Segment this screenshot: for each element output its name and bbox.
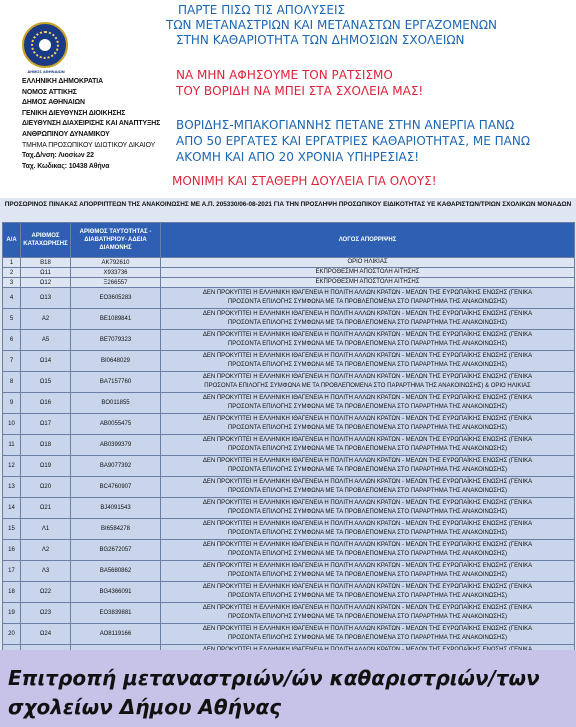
- reason-line: ΠΡΟΣΟΝΤΑ ΕΠΙΛΟΓΗΣ ΣΥΜΦΩΝΑ ΜΕ ΤΑ ΠΡΟΒΛΕΠΟΜΕΝΑ ΣΤΟ ΠΑΡΑΡΤΗΜΑ ΤΗΣ ΑΝΑΚΟΙΝΩΣΗΣ): [227, 551, 508, 557]
- cell-number: 17: [3, 561, 21, 582]
- cell-number: 10: [3, 414, 21, 435]
- cell-rejection-reason: [161, 624, 575, 645]
- message-line: ΝΑ ΜΗΝ ΑΦΗΣΟΥΜΕ ΤΟΝ ΡΑΤΣΙΣΜΟ: [176, 68, 393, 82]
- cell-id-number: ΒJ4091543: [71, 498, 161, 519]
- message-line: ΜΟΝΙΜΗ ΚΑΙ ΣΤΑΘΕΡΗ ΔΟΥΛΕΙΑ ΓΙΑ ΟΛΟΥΣ!: [172, 174, 437, 188]
- seal-core: [39, 39, 51, 51]
- org-postcode: Ταχ. Κωδικας: 10438 Αθήνα: [22, 162, 110, 170]
- cell-rejection-reason: [161, 498, 575, 519]
- org-line: ΝΟΜΟΣ ΑΤΤΙΚΗΣ: [22, 88, 77, 96]
- reason-line: ΔΕΝ ΠΡΟΚΥΠΤΕΙ Η ΕΛΛΗΝΙΚΗ ΙΘΑΓΕΝΕΙΑ Η ΠΟΛΙΤΗ ΑΛΛΩΝ ΚΡΑΤΩΝ - ΜΕΛΩΝ ΤΗΣ ΕΥΡΩΠΑΪΚΗΣ ΕΝΩΣΗΣ (ΓΕΝΙΚΑ: [202, 542, 533, 548]
- cell-id-number: ΒΕ1089841: [71, 309, 161, 330]
- cell-application-number: Ω21: [21, 498, 71, 519]
- org-line: ΔΗΜΟΣ ΑΘΗΝΑΙΩΝ: [22, 99, 85, 107]
- cell-id-number: ΒG2672057: [71, 540, 161, 561]
- org-line: ΤΜΗΜΑ ΠΡΟΣΩΠΙΚΟΥ ΙΔΙΩΤΙΚΟΥ ΔΙΚΑΙΟΥ: [22, 141, 156, 149]
- table-row: [3, 477, 575, 498]
- cell-number: 8: [3, 372, 21, 393]
- cell-id-number: ΑΒ0055475: [71, 414, 161, 435]
- cell-id-number: ΒΟ011855: [71, 393, 161, 414]
- committee-banner: [0, 650, 576, 727]
- table-row: [3, 268, 575, 278]
- cell-number: 1: [3, 258, 21, 268]
- table-row: [3, 330, 575, 351]
- cell-number: 12: [3, 456, 21, 477]
- cell-number: 13: [3, 477, 21, 498]
- cell-application-number: Λ1: [21, 519, 71, 540]
- cell-application-number: Ω13: [21, 288, 71, 309]
- cell-id-number: ΒΙ6584278: [71, 519, 161, 540]
- reason-line: ΔΕΝ ΠΡΟΚΥΠΤΕΙ Η ΕΛΛΗΝΙΚΗ ΙΘΑΓΕΝΕΙΑ Η ΠΟΛΙΤΗ ΑΛΛΩΝ ΚΡΑΤΩΝ - ΜΕΛΩΝ ΤΗΣ ΕΥΡΩΠΑΪΚΗΣ ΕΝΩΣΗΣ (ΓΕΝΙΚΑ: [202, 290, 533, 296]
- cell-number: 20: [3, 624, 21, 645]
- reason-line: ΟΡΙΟ ΗΛΙΚΙΑΣ: [347, 259, 388, 265]
- reason-line: ΔΕΝ ΠΡΟΚΥΠΤΕΙ Η ΕΛΛΗΝΙΚΗ ΙΘΑΓΕΝΕΙΑ Η ΠΟΛΙΤΗ ΑΛΛΩΝ ΚΡΑΤΩΝ - ΜΕΛΩΝ ΤΗΣ ΕΥΡΩΠΑΪΚΗΣ ΕΝΩΣΗΣ (ΓΕΝΙΚΑ: [202, 353, 533, 359]
- cell-rejection-reason: [161, 519, 575, 540]
- cell-id-number: Χ933736: [71, 268, 161, 278]
- cell-application-number: Ω17: [21, 414, 71, 435]
- reason-line: ΠΡΟΣΟΝΤΑ ΕΠΙΛΟΓΗΣ ΣΥΜΦΩΝΑ ΜΕ ΤΑ ΠΡΟΒΛΕΠΟΜΕΝΑ ΣΤΟ ΠΑΡΑΡΤΗΜΑ ΤΗΣ ΑΝΑΚΟΙΝΩΣΗΣ): [227, 635, 508, 641]
- reason-line: ΔΕΝ ΠΡΟΚΥΠΤΕΙ Η ΕΛΛΗΝΙΚΗ ΙΘΑΓΕΝΕΙΑ Η ΠΟΛΙΤΗ ΑΛΛΩΝ ΚΡΑΤΩΝ - ΜΕΛΩΝ ΤΗΣ ΕΥΡΩΠΑΪΚΗΣ ΕΝΩΣΗΣ (ΓΕΝΙΚΑ: [202, 563, 533, 569]
- reason-line: ΠΡΟΣΟΝΤΑ ΕΠΙΛΟΓΗΣ ΣΥΜΦΩΝΑ ΜΕ ΤΑ ΠΡΟΒΛΕΠΟΜΕΝΑ ΣΤΟ ΠΑΡΑΡΤΗΜΑ ΤΗΣ ΑΝΑΚΟΙΝΩΣΗΣ): [227, 362, 508, 368]
- message-line: ΑΠΟ 50 ΕΡΓΑΤΕΣ ΚΑΙ ΕΡΓΑΤΡΙΕΣ ΚΑΘΑΡΙΟΤΗΤΑΣ, ΜΕ ΠΑΝΩ: [176, 134, 531, 148]
- cell-number: 19: [3, 603, 21, 624]
- org-line: ΕΛΛΗΝΙΚΗ ΔΗΜΟΚΡΑΤΙΑ: [22, 78, 103, 85]
- org-line: ΓΕΝΙΚΗ ΔΙΕΥΘΥΝΣΗ ΔΙΟΙΚΗΣΗΣ: [22, 109, 126, 117]
- reason-line: ΔΕΝ ΠΡΟΚΥΠΤΕΙ Η ΕΛΛΗΝΙΚΗ ΙΘΑΓΕΝΕΙΑ Η ΠΟΛΙΤΗ ΑΛΛΩΝ ΚΡΑΤΩΝ - ΜΕΛΩΝ ΤΗΣ ΕΥΡΩΠΑΪΚΗΣ ΕΝΩΣΗΣ (ΓΕΝΙΚΑ: [202, 332, 533, 338]
- organization-block: [22, 77, 182, 172]
- cell-rejection-reason: [161, 456, 575, 477]
- table-row: [3, 309, 575, 330]
- reason-line: ΕΚΠΡΟΘΕΣΜΗ ΑΠΟΣΤΟΛΗ ΑΙΤΗΣΗΣ: [315, 279, 420, 285]
- reason-line: ΠΡΟΣΟΝΤΑ ΕΠΙΛΟΓΗΣ ΣΥΜΦΩΝΑ ΜΕ ΤΑ ΠΡΟΒΛΕΠΟΜΕΝΑ ΣΤΟ ΠΑΡΑΡΤΗΜΑ ΤΗΣ ΑΝΑΚΟΙΝΩΣΗΣ): [227, 572, 508, 578]
- reason-line: ΠΡΟΣΟΝΤΑ ΕΠΙΛΟΓΗΣ ΣΥΜΦΩΝΑ ΜΕ ΤΑ ΠΡΟΒΛΕΠΟΜΕΝΑ ΣΤΟ ΠΑΡΑΡΤΗΜΑ ΤΗΣ ΑΝΑΚΟΙΝΩΣΗΣ): [227, 425, 508, 431]
- message-line: ΒΟΡΙΔΗΣ-ΜΠΑΚΟΓΙΑΝΝΗΣ ΠΕΤΑΝΕ ΣΤΗΝ ΑΝΕΡΓΙΑ ΠΑΝΩ: [176, 118, 515, 132]
- cell-id-number: ΑΚ792610: [71, 258, 161, 268]
- cell-number: 18: [3, 582, 21, 603]
- cell-number: 6: [3, 330, 21, 351]
- reason-line: ΔΕΝ ΠΡΟΚΥΠΤΕΙ Η ΕΛΛΗΝΙΚΗ ΙΘΑΓΕΝΕΙΑ Η ΠΟΛΙΤΗ ΑΛΛΩΝ ΚΡΑΤΩΝ - ΜΕΛΩΝ ΤΗΣ ΕΥΡΩΠΑΪΚΗΣ ΕΝΩΣΗΣ (ΓΕΝΙΚΑ: [202, 437, 533, 443]
- cell-application-number: Ω11: [21, 268, 71, 278]
- reason-line: ΠΡΟΣΟΝΤΑ ΕΠΙΛΟΓΗΣ ΣΥΜΦΩΝΑ ΜΕ ΤΑ ΠΡΟΒΛΕΠΟΜΕΝΑ ΣΤΟ ΠΑΡΑΡΤΗΜΑ ΤΗΣ ΑΝΑΚΟΙΝΩΣΗΣ): [227, 530, 508, 536]
- header-area: [0, 0, 576, 198]
- cell-number: 4: [3, 288, 21, 309]
- cell-id-number: ΒΑ5680862: [71, 561, 161, 582]
- table-row: [3, 258, 575, 268]
- banner-line: Επιτροπή μεταναστριών/ών καθαριστριών/των: [8, 666, 540, 690]
- reason-line: ΔΕΝ ΠΡΟΚΥΠΤΕΙ Η ΕΛΛΗΝΙΚΗ ΙΘΑΓΕΝΕΙΑ Η ΠΟΛΙΤΗ ΑΛΛΩΝ ΚΡΑΤΩΝ - ΜΕΛΩΝ ΤΗΣ ΕΥΡΩΠΑΪΚΗΣ ΕΝΩΣΗΣ (ΓΕΝΙΚΑ: [202, 626, 533, 632]
- cell-rejection-reason: [161, 561, 575, 582]
- reason-line: ΔΕΝ ΠΡΟΚΥΠΤΕΙ Η ΕΛΛΗΝΙΚΗ ΙΘΑΓΕΝΕΙΑ Η ΠΟΛΙΤΗ ΑΛΛΩΝ ΚΡΑΤΩΝ - ΜΕΛΩΝ ΤΗΣ ΕΥΡΩΠΑΪΚΗΣ ΕΝΩΣΗΣ (ΓΕΝΙΚΑ: [202, 311, 533, 317]
- cell-id-number: ΕΟ3839881: [71, 603, 161, 624]
- cell-rejection-reason: [161, 540, 575, 561]
- table-row: [3, 519, 575, 540]
- reason-line: ΔΕΝ ΠΡΟΚΥΠΤΕΙ Η ΕΛΛΗΝΙΚΗ ΙΘΑΓΕΝΕΙΑ Η ΠΟΛΙΤΗ ΑΛΛΩΝ ΚΡΑΤΩΝ - ΜΕΛΩΝ ΤΗΣ ΕΥΡΩΠΑΪΚΗΣ ΕΝΩΣΗΣ (ΓΕΝΙΚΑ: [202, 374, 533, 380]
- cell-rejection-reason: [161, 268, 575, 278]
- message-line: ΑΚΟΜΗ ΚΑΙ ΑΠΟ 20 ΧΡΟΝΙΑ ΥΠΗΡΕΣΙΑΣ!: [176, 150, 420, 164]
- reason-line: ΠΡΟΣΟΝΤΑ ΕΠΙΛΟΓΗΣ ΣΥΜΦΩΝΑ ΜΕ ΤΑ ΠΡΟΒΛΕΠΟΜΕΝΑ ΣΤΟ ΠΑΡΑΡΤΗΜΑ ΤΗΣ ΑΝΑΚΟΙΝΩΣΗΣ): [227, 488, 508, 494]
- reason-line: ΔΕΝ ΠΡΟΚΥΠΤΕΙ Η ΕΛΛΗΝΙΚΗ ΙΘΑΓΕΝΕΙΑ Η ΠΟΛΙΤΗ ΑΛΛΩΝ ΚΡΑΤΩΝ - ΜΕΛΩΝ ΤΗΣ ΕΥΡΩΠΑΪΚΗΣ ΕΝΩΣΗΣ (ΓΕΝΙΚΑ: [202, 500, 533, 506]
- message-line: ΤΟΥ ΒΟΡΙΔΗ ΝΑ ΜΠΕΙ ΣΤΑ ΣΧΟΛΕΙΑ ΜΑΣ!: [176, 84, 424, 98]
- column-header-number: Α/Α: [3, 223, 21, 258]
- table-row: [3, 498, 575, 519]
- reason-line: ΔΕΝ ΠΡΟΚΥΠΤΕΙ Η ΕΛΛΗΝΙΚΗ ΙΘΑΓΕΝΕΙΑ Η ΠΟΛΙΤΗ ΑΛΛΩΝ ΚΡΑΤΩΝ - ΜΕΛΩΝ ΤΗΣ ΕΥΡΩΠΑΪΚΗΣ ΕΝΩΣΗΣ (ΓΕΝΙΚΑ: [202, 458, 533, 464]
- cell-application-number: Α5: [21, 330, 71, 351]
- org-line: ΑΝΘΡΩΠΙΝΟΥ ΔΥΝΑΜΙΚΟΥ: [22, 130, 110, 138]
- cell-number: 2: [3, 268, 21, 278]
- org-line: ΔΙΕΥΘΥΝΣΗ ΔΙΑΧΕΙΡΙΣΗΣ ΚΑΙ ΑΝΑΠΤΥΞΗΣ: [22, 120, 161, 128]
- cell-rejection-reason: [161, 414, 575, 435]
- column-header-application: ΑΡΙΘΜΟΣ ΚΑΤΑΧΩΡΗΣΗΣ: [21, 223, 71, 258]
- reason-line: ΔΕΝ ΠΡΟΚΥΠΤΕΙ Η ΕΛΛΗΝΙΚΗ ΙΘΑΓΕΝΕΙΑ Η ΠΟΛΙΤΗ ΑΛΛΩΝ ΚΡΑΤΩΝ - ΜΕΛΩΝ ΤΗΣ ΕΥΡΩΠΑΪΚΗΣ ΕΝΩΣΗΣ (ΓΕΝΙΚΑ: [202, 479, 533, 485]
- cell-application-number: Ω12: [21, 278, 71, 288]
- reason-line: ΠΡΟΣΟΝΤΑ ΕΠΙΛΟΓΗΣ ΣΥΜΦΩΝΑ ΜΕ ΤΑ ΠΡΟΒΛΕΠΟΜΕΝΑ ΣΤΟ ΠΑΡΑΡΤΗΜΑ ΤΗΣ ΑΝΑΚΟΙΝΩΣΗΣ): [227, 614, 508, 620]
- cell-rejection-reason: [161, 258, 575, 268]
- rejections-table: [2, 222, 575, 666]
- table-row: [3, 540, 575, 561]
- cell-rejection-reason: [161, 393, 575, 414]
- reason-line: ΔΕΝ ΠΡΟΚΥΠΤΕΙ Η ΕΛΛΗΝΙΚΗ ΙΘΑΓΕΝΕΙΑ Η ΠΟΛΙΤΗ ΑΛΛΩΝ ΚΡΑΤΩΝ - ΜΕΛΩΝ ΤΗΣ ΕΥΡΩΠΑΪΚΗΣ ΕΝΩΣΗΣ (ΓΕΝΙΚΑ: [202, 416, 533, 422]
- cell-application-number: Ω19: [21, 456, 71, 477]
- cell-application-number: Ω20: [21, 477, 71, 498]
- reason-line: ΠΡΟΣΟΝΤΑ ΕΠΙΛΟΓΗΣ ΣΥΜΦΩΝΑ ΜΕ ΤΑ ΠΡΟΒΛΕΠΟΜΕΝΑ ΣΤΟ ΠΑΡΑΡΤΗΜΑ ΤΗΣ ΑΝΑΚΟΙΝΩΣΗΣ): [227, 593, 508, 599]
- table-title: ΠΡΟΣΩΡΙΝΟΣ ΠΙΝΑΚΑΣ ΑΠΟΡΡΙΠΤΕΩΝ ΤΗΣ ΑΝΑΚΟΙΝΩΣΗΣ ΜΕ Α.Π. 205330/06-08-2021 ΓΙΑ ΤΗΝ ΠΡΟΣΛΗΨΗ ΠΡΟΣΩΠΙΚΟΥ ΕΙΔΙΚΟΤΗΤΑΣ ΥΕ ΚΑΘΑΡΙΣΤΩΝ/ΤΡΙΩΝ ΣΧΟΛΙΚΩΝ ΜΟΝΑΔΩΝ: [4, 201, 572, 208]
- reason-line: ΠΡΟΣΟΝΤΑ ΕΠΙΛΟΓΗΣ ΣΥΜΦΩΝΑ ΜΕ ΤΑ ΠΡΟΒΛΕΠΟΜΕΝΑ ΣΤΟ ΠΑΡΑΡΤΗΜΑ ΤΗΣ ΑΝΑΚΟΙΝΩΣΗΣ): [227, 404, 508, 410]
- cell-id-number: ΕΟ3605283: [71, 288, 161, 309]
- banner-line: σχολείων Δήμου Αθήνας: [8, 695, 282, 719]
- cell-application-number: Ω24: [21, 624, 71, 645]
- cell-rejection-reason: [161, 288, 575, 309]
- cell-number: 16: [3, 540, 21, 561]
- cell-id-number: ΒΑ9077392: [71, 456, 161, 477]
- table-row: [3, 582, 575, 603]
- seal-caption: ΔΗΜΟΣ ΑΘΗΝΑΙΩΝ: [27, 69, 65, 74]
- municipality-seal-icon: [22, 22, 68, 68]
- cell-rejection-reason: [161, 603, 575, 624]
- cell-rejection-reason: [161, 435, 575, 456]
- reason-line: ΠΡΟΣΟΝΤΑ ΕΠΙΛΟΓΗΣ ΣΥΜΦΩΝΑ ΜΕ ΤΑ ΠΡΟΒΛΕΠΟΜΕΝΑ ΣΤΟ ΠΑΡΑΡΤΗΜΑ ΤΗΣ ΑΝΑΚΟΙΝΩΣΗΣ): [227, 446, 508, 452]
- cell-rejection-reason: [161, 351, 575, 372]
- table-row: [3, 456, 575, 477]
- cell-application-number: Ω14: [21, 351, 71, 372]
- table-row: [3, 288, 575, 309]
- reason-line: ΠΡΟΣΟΝΤΑ ΕΠΙΛΟΓΗΣ ΣΥΜΦΩΝΑ ΜΕ ΤΑ ΠΡΟΒΛΕΠΟΜΕΝΑ ΣΤΟ ΠΑΡΑΡΤΗΜΑ ΤΗΣ ΑΝΑΚΟΙΝΩΣΗΣ): [227, 341, 508, 347]
- reason-line: ΔΕΝ ΠΡΟΚΥΠΤΕΙ Η ΕΛΛΗΝΙΚΗ ΙΘΑΓΕΝΕΙΑ Η ΠΟΛΙΤΗ ΑΛΛΩΝ ΚΡΑΤΩΝ - ΜΕΛΩΝ ΤΗΣ ΕΥΡΩΠΑΪΚΗΣ ΕΝΩΣΗΣ (ΓΕΝΙΚΑ: [202, 605, 533, 611]
- cell-number: 9: [3, 393, 21, 414]
- cell-rejection-reason: [161, 372, 575, 393]
- reason-line: ΠΡΟΣΟΝΤΑ ΕΠΙΛΟΓΗΣ ΣΥΜΦΩΝΑ ΜΕ ΤΑ ΠΡΟΒΛΕΠΟΜΕΝΑ ΣΤΟ ΠΑΡΑΡΤΗΜΑ ΤΗΣ ΑΝΑΚΟΙΝΩΣΗΣ): [227, 299, 508, 305]
- cell-id-number: ΒC4760907: [71, 477, 161, 498]
- table-row: [3, 603, 575, 624]
- reason-line: ΠΡΟΣΟΝΤΑ ΕΠΙΛΟΓΗΣ ΣΥΜΦΩΝΑ ΜΕ ΤΑ ΠΡΟΒΛΕΠΟΜΕΝΑ ΣΤΟ ΠΑΡΑΡΤΗΜΑ ΤΗΣ ΑΝΑΚΟΙΝΩΣΗΣ): [227, 320, 508, 326]
- cell-rejection-reason: [161, 278, 575, 288]
- cell-id-number: Ξ266557: [71, 278, 161, 288]
- cell-number: 15: [3, 519, 21, 540]
- cell-id-number: ΒΑ7157760: [71, 372, 161, 393]
- cell-id-number: ΒΙ0648029: [71, 351, 161, 372]
- reason-line: ΕΚΠΡΟΘΕΣΜΗ ΑΠΟΣΤΟΛΗ ΑΙΤΗΣΗΣ: [315, 269, 420, 275]
- message-line: ΤΩΝ ΜΕΤΑΝΑΣΤΡΙΩΝ ΚΑΙ ΜΕΤΑΝΑΣΤΩΝ ΕΡΓΑΖΟΜΕΝΩΝ: [166, 18, 498, 32]
- table-header-row: [3, 223, 575, 258]
- reason-line: ΠΡΟΣΟΝΤΑ ΕΠΙΛΟΓΗΣ ΣΥΜΦΩΝΑ ΜΕ ΤΑ ΠΡΟΒΛΕΠΟΜΕΝΑ ΣΤΟ ΠΑΡΑΡΤΗΜΑ ΤΗΣ ΑΝΑΚΟΙΝΩΣΗΣ): [227, 467, 508, 473]
- message-line: ΠΑΡΤΕ ΠΙΣΩ ΤΙΣ ΑΠΟΛΥΣΕΙΣ: [178, 3, 346, 17]
- table-row: [3, 372, 575, 393]
- org-address: Ταχ.Δ/νση: Λιοσίων 22: [22, 152, 94, 160]
- cell-application-number: Ω16: [21, 393, 71, 414]
- cell-application-number: Ω15: [21, 372, 71, 393]
- cell-rejection-reason: [161, 582, 575, 603]
- cell-application-number: Α2: [21, 309, 71, 330]
- table-row: [3, 278, 575, 288]
- cell-id-number: ΒG4366091: [71, 582, 161, 603]
- cell-rejection-reason: [161, 477, 575, 498]
- reason-line: ΠΡΟΣΟΝΤΑ ΕΠΙΛΟΓΗΣ ΣΥΜΦΩΝΑ ΜΕ ΤΑ ΠΡΟΒΛΕΠΟΜΕΝΑ ΣΤΟ ΠΑΡΑΡΤΗΜΑ ΤΗΣ ΑΝΑΚΟΙΝΩΣΗΣ): [227, 509, 508, 515]
- cell-number: 3: [3, 278, 21, 288]
- cell-application-number: Λ2: [21, 540, 71, 561]
- cell-application-number: Λ3: [21, 561, 71, 582]
- cell-id-number: ΑΒ0399379: [71, 435, 161, 456]
- table-row: [3, 393, 575, 414]
- table-row: [3, 624, 575, 645]
- cell-number: 5: [3, 309, 21, 330]
- reason-line: ΠΡΟΣΟΝΤΑ ΕΠΙΛΟΓΗΣ ΣΥΜΦΩΝΑ ΜΕ ΤΑ ΠΡΟΒΛΕΠΟΜΕΝΑ ΣΤΟ ΠΑΡΑΡΤΗΜΑ ΤΗΣ ΑΝΑΚΟΙΝΩΣΗΣ) & ΟΡΙΟ ΗΛΙΚΙΑΣ: [204, 383, 531, 389]
- table-row: [3, 435, 575, 456]
- reason-line: ΔΕΝ ΠΡΟΚΥΠΤΕΙ Η ΕΛΛΗΝΙΚΗ ΙΘΑΓΕΝΕΙΑ Η ΠΟΛΙΤΗ ΑΛΛΩΝ ΚΡΑΤΩΝ - ΜΕΛΩΝ ΤΗΣ ΕΥΡΩΠΑΪΚΗΣ ΕΝΩΣΗΣ (ΓΕΝΙΚΑ: [202, 395, 533, 401]
- table-body: [3, 258, 575, 666]
- cell-application-number: Β18: [21, 258, 71, 268]
- table-row: [3, 351, 575, 372]
- cell-number: 11: [3, 435, 21, 456]
- cell-rejection-reason: [161, 330, 575, 351]
- column-header-reason: ΛΟΓΟΣ ΑΠΟΡΡΙΨΗΣ: [161, 223, 575, 258]
- cell-number: 7: [3, 351, 21, 372]
- cell-application-number: Ω23: [21, 603, 71, 624]
- table-row: [3, 414, 575, 435]
- cell-rejection-reason: [161, 309, 575, 330]
- cell-id-number: ΒΕ7079323: [71, 330, 161, 351]
- cell-application-number: Ω22: [21, 582, 71, 603]
- reason-line: ΔΕΝ ΠΡΟΚΥΠΤΕΙ Η ΕΛΛΗΝΙΚΗ ΙΘΑΓΕΝΕΙΑ Η ΠΟΛΙΤΗ ΑΛΛΩΝ ΚΡΑΤΩΝ - ΜΕΛΩΝ ΤΗΣ ΕΥΡΩΠΑΪΚΗΣ ΕΝΩΣΗΣ (ΓΕΝΙΚΑ: [202, 584, 533, 590]
- column-header-id: ΑΡΙΘΜΟΣ ΤΑΥΤΟΤΗΤΑΣ - ΔΙΑΒΑΤΗΡΙΟΥ- ΑΔΕΙΑ ΔΙΑΜΟΝΗΣ: [71, 223, 161, 258]
- message-line: ΣΤΗΝ ΚΑΘΑΡΙΟΤΗΤΑ ΤΩΝ ΔΗΜΟΣΙΩΝ ΣΧΟΛΕΙΩΝ: [176, 33, 465, 47]
- cell-application-number: Ω18: [21, 435, 71, 456]
- table-row: [3, 561, 575, 582]
- cell-id-number: ΑΟ8119166: [71, 624, 161, 645]
- reason-line: ΔΕΝ ΠΡΟΚΥΠΤΕΙ Η ΕΛΛΗΝΙΚΗ ΙΘΑΓΕΝΕΙΑ Η ΠΟΛΙΤΗ ΑΛΛΩΝ ΚΡΑΤΩΝ - ΜΕΛΩΝ ΤΗΣ ΕΥΡΩΠΑΪΚΗΣ ΕΝΩΣΗΣ (ΓΕΝΙΚΑ: [202, 521, 533, 527]
- cell-number: 14: [3, 498, 21, 519]
